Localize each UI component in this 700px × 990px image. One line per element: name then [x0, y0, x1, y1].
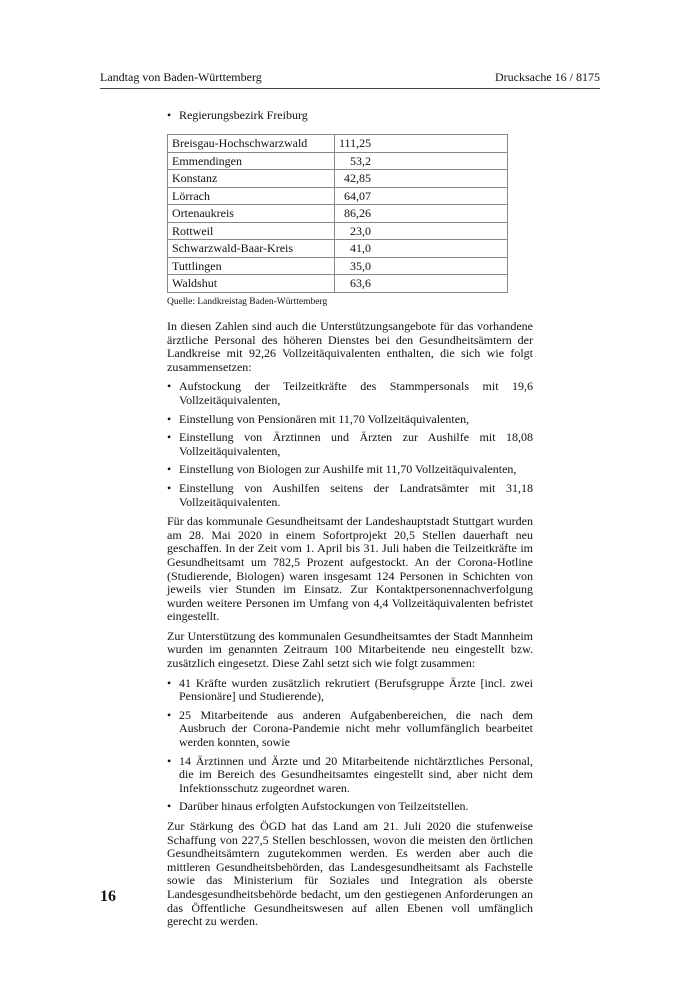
fte-value: 53,2: [350, 153, 371, 168]
table-row: [168, 222, 508, 240]
list-item: • Aufstockung der Teilzeitkräfte des Stammpersonals mit 19,6 Vollzeitäquivalenten,: [167, 379, 533, 407]
table-row: [168, 187, 508, 205]
table-row: [168, 205, 508, 223]
paragraph: Für das kommunale Gesundheitsamt der Landeshauptstadt Stuttgart wurden am 28. Mai 2020 in einem Sofortprojekt 20,5 Stellen dauerhaft neu geschaffen. In der Zeit vom 1. April bis 31. Juli haben die Teilzeitkräfte im Gesundheitsamt um 782,5 Prozent aufgestockt. An der Corona-Hotline (Studierende, Biologen) waren insgesamt 124 Personen in Schichten von jeweils vier Stunden im Einsatz. Zur Kontaktpersonennachverfolgung wurden weitere Personen im Umfang von 4,4 Vollzeitäquivalenten befristet eingestellt.: [167, 514, 533, 624]
header-title: Landtag von Baden-Württemberg: [100, 70, 262, 84]
bullet-icon: •: [167, 430, 172, 445]
bullet-icon: •: [167, 411, 172, 426]
fte-value: 35,0: [350, 258, 371, 273]
fte-value: 23,0: [350, 223, 371, 238]
district-name: Ortenaukreis: [168, 205, 335, 223]
fte-value: 63,6: [350, 276, 371, 291]
table-source: Quelle: Landkreistag Baden-Württemberg: [167, 297, 328, 307]
district-name: Tuttlingen: [168, 257, 335, 275]
district-name: Breisgau-Hochschwarzwald: [168, 135, 335, 153]
bullet-icon: •: [167, 675, 172, 690]
bullet-icon: •: [167, 480, 172, 495]
list-item: • 25 Mitarbeitende aus anderen Aufgabenbereichen, die nach dem Ausbruch der Corona-Pandemie nicht mehr vollumfänglich bearbeitet werden konnten, sowie: [167, 707, 533, 750]
table-row: [168, 275, 508, 293]
table-row: [168, 135, 508, 153]
district-name: Schwarzwald-Baar-Kreis: [168, 240, 335, 258]
district-name: Lörrach: [168, 187, 335, 205]
district-name: Konstanz: [168, 170, 335, 188]
bullet-icon: •: [167, 753, 172, 768]
bullet-icon: •: [167, 379, 172, 394]
page-header: [100, 70, 600, 89]
list-item: • Einstellung von Aushilfen seitens der Landratsämter mit 31,18 Vollzeitäquivalenten.: [167, 480, 533, 509]
list-item: • Einstellung von Pensionären mit 11,70 Vollzeitäquivalenten,: [167, 411, 470, 426]
fte-value: 42,85: [344, 171, 371, 186]
bullet-icon: •: [167, 799, 172, 814]
bullet-icon: •: [167, 707, 172, 722]
table-row: [168, 257, 508, 275]
paragraph: Zur Stärkung des ÖGD hat das Land am 21. Juli 2020 die stufenweise Schaffung von 227,5 Stellen beschlossen, wovon die meisten den örtlichen Gesundheitsämtern zugutekommen werden. Es werden aber auch die mittleren Gesundheitsbehörden, das Landesgesundheitsamt als Fachstelle sowie das Ministerium für Soziales und Integration als oberste Landesgesundheitsbehörde bedacht, um den gestiegenen Anforderungen an das Öffentliche Gesundheitswesen auf allen Ebenen voll umfänglich gerecht zu werden.: [167, 819, 533, 929]
bullet-icon: •: [167, 108, 172, 122]
district-name: Waldshut: [168, 275, 335, 293]
list-item: • 41 Kräfte wurden zusätzlich rekrutiert (Berufsgruppe Ärzte [incl. zwei Pensionäre] und Studierende),: [167, 675, 533, 704]
paragraph: In diesen Zahlen sind auch die Unterstützungsangebote für das vorhandene ärztliche Personal des höheren Dienstes bei den Gesundheitsämtern der Landkreise mit 92,26 Vollzeitäquivalenten enthalten, die sich wie folgt zusammensetzen:: [167, 319, 533, 374]
bullet-icon: •: [167, 462, 172, 477]
document-number: Drucksache 16 / 8175: [495, 70, 600, 84]
paragraph: Zur Unterstützung des kommunalen Gesundheitsamtes der Stadt Mannheim wurden im genannten Zeitraum 100 Mitarbeitende neu eingestellt bzw. zusätzlich eingesetzt. Diese Zahl setzt sich wie folgt zusammen:: [167, 628, 533, 671]
list-item: • Darüber hinaus erfolgten Aufstockungen von Teilzeitstellen.: [167, 799, 469, 814]
table-row: [168, 152, 508, 170]
district-table: [167, 134, 508, 293]
fte-value: 64,07: [344, 188, 371, 203]
table-row: [168, 240, 508, 258]
district-name: Rottweil: [168, 222, 335, 240]
table-row: [168, 170, 508, 188]
fte-value: 41,0: [350, 241, 371, 256]
district-name: Emmendingen: [168, 152, 335, 170]
page-number: 16: [100, 888, 116, 905]
list-item: • 14 Ärztinnen und Ärzte und 20 Mitarbeitende nichtärztliches Personal, die im Bereich des Gesundheitsamtes eingestellt sind, aber nicht dem Infektionsschutz zugeordnet waren.: [167, 753, 533, 795]
fte-value: 86,26: [344, 206, 371, 221]
bullet-list: [167, 677, 533, 814]
list-item: • Einstellung von Biologen zur Aushilfe mit 11,70 Vollzeitäquivalenten,: [167, 462, 517, 477]
section-title: Regierungsbezirk Freiburg: [179, 108, 308, 122]
body-text: [167, 320, 533, 935]
list-item: • Einstellung von Ärztinnen und Ärzten zur Aushilfe mit 18,08 Vollzeitäquivalenten,: [167, 430, 533, 458]
bullet-list: [167, 380, 533, 509]
fte-value: 111,25: [339, 136, 372, 151]
